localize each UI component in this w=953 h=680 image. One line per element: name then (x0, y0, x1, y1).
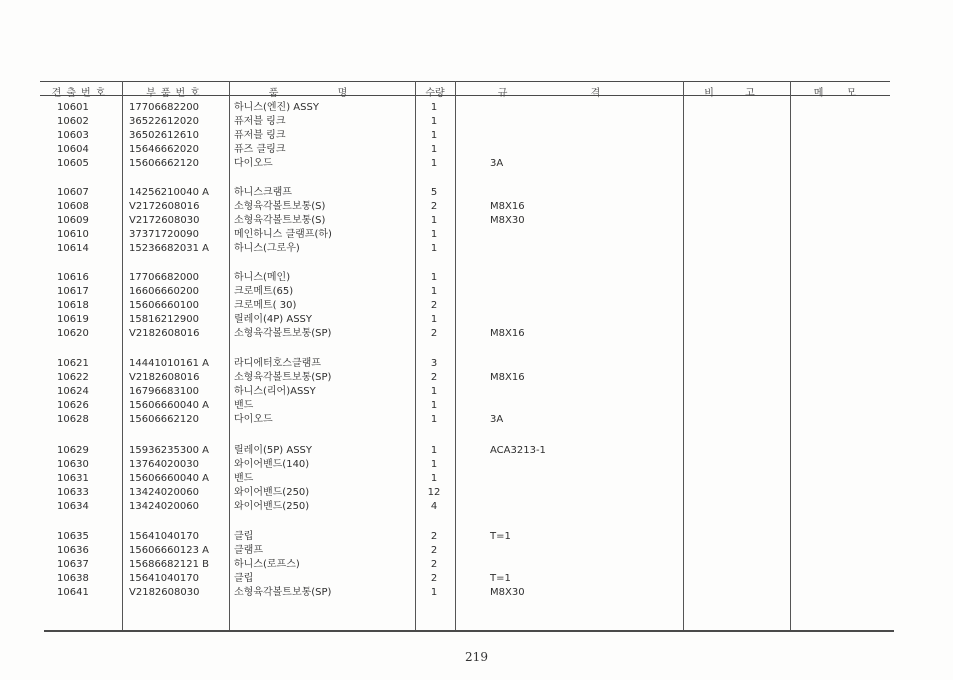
cell-name: 와이어밴드(250) (234, 501, 310, 512)
cell-name: 소형육각볼트보통(S) (234, 201, 326, 212)
cell-part: 13764020030 (129, 459, 199, 470)
cell-name: 와이어밴드(250) (234, 487, 310, 498)
cell-qty: 1 (430, 414, 438, 425)
cell-part: 15606660123 A (129, 545, 210, 556)
cell-qty: 12 (427, 487, 441, 498)
header-name: 품 명 (268, 88, 376, 99)
cell-qty: 2 (430, 328, 438, 339)
cell-name: 소형육각볼트보통(SP) (234, 587, 332, 598)
cell-qty: 1 (430, 459, 438, 470)
cell-no: 10630 (57, 459, 89, 470)
cell-part: 16796683100 (129, 386, 199, 397)
cell-qty: 1 (430, 130, 438, 141)
cell-part: 15606662120 (129, 414, 199, 425)
header-remark: 비 고 (704, 88, 769, 99)
cell-part: 15936235300 A (129, 445, 210, 456)
cell-part: 15606660100 (129, 300, 199, 311)
cell-no: 10601 (57, 102, 89, 113)
cell-no: 10603 (57, 130, 89, 141)
cell-no: 10641 (57, 587, 89, 598)
page-number: 219 (465, 650, 488, 664)
cell-spec: 3A (490, 158, 504, 169)
cell-qty: 1 (430, 272, 438, 283)
cell-no: 10628 (57, 414, 89, 425)
cell-spec: M8X30 (490, 215, 525, 226)
header-part: 부품번호 (146, 88, 205, 99)
cell-part: 15686682121 B (129, 559, 210, 570)
cell-qty: 5 (430, 187, 438, 198)
cell-qty: 2 (430, 573, 438, 584)
cell-name: 밴드 (234, 473, 254, 484)
table-top-rule (40, 81, 890, 82)
cell-qty: 2 (430, 531, 438, 542)
cell-no: 10631 (57, 473, 89, 484)
cell-name: 하니스(그로우) (234, 243, 300, 254)
cell-qty: 1 (430, 116, 438, 127)
cell-no: 10622 (57, 372, 89, 383)
cell-part: 17706682200 (129, 102, 199, 113)
cell-name: 밴드 (234, 400, 254, 411)
cell-qty: 1 (430, 286, 438, 297)
cell-spec: M8X30 (490, 587, 525, 598)
cell-name: 퓨저블 링크 (234, 130, 286, 141)
cell-name: 하니스크램프 (234, 187, 292, 198)
cell-name: 소형육각볼트보통(SP) (234, 328, 332, 339)
cell-no: 10602 (57, 116, 89, 127)
cell-spec: 3A (490, 414, 504, 425)
cell-part: 37371720090 (129, 229, 199, 240)
cell-no: 10605 (57, 158, 89, 169)
cell-spec: ACA3213-1 (490, 445, 546, 456)
cell-part: V2182608016 (129, 372, 200, 383)
cell-part: 15606662120 (129, 158, 199, 169)
cell-part: 15606660040 A (129, 400, 210, 411)
header-qty: 수량 (425, 88, 445, 99)
cell-no: 10609 (57, 215, 89, 226)
cell-no: 10620 (57, 328, 89, 339)
cell-qty: 1 (430, 400, 438, 411)
cell-qty: 2 (430, 300, 438, 311)
cell-qty: 1 (430, 473, 438, 484)
cell-qty: 1 (430, 229, 438, 240)
cell-no: 10619 (57, 314, 89, 325)
cell-name: 하니스(리어)ASSY (234, 386, 316, 397)
cell-no: 10633 (57, 487, 89, 498)
cell-qty: 1 (430, 445, 438, 456)
cell-part: 15236682031 A (129, 243, 210, 254)
cell-part: 15646662020 (129, 144, 199, 155)
divider-spec-remark (683, 81, 684, 630)
cell-part: 13424020060 (129, 487, 199, 498)
cell-name: 크로메트(65) (234, 286, 294, 297)
cell-part: V2172608030 (129, 215, 200, 226)
cell-no: 10618 (57, 300, 89, 311)
cell-qty: 2 (430, 372, 438, 383)
cell-name: 다이오드 (234, 414, 273, 425)
cell-no: 10637 (57, 559, 89, 570)
cell-qty: 1 (430, 386, 438, 397)
cell-part: 15641040170 (129, 531, 199, 542)
cell-qty: 1 (430, 314, 438, 325)
cell-part: 15641040170 (129, 573, 199, 584)
divider-part-name (229, 81, 230, 630)
divider-name-qty (415, 81, 416, 630)
cell-no: 10635 (57, 531, 89, 542)
header-no: 견출번호 (51, 88, 111, 99)
cell-spec: T=1 (490, 573, 511, 584)
cell-part: V2182608016 (129, 328, 200, 339)
cell-part: 16606660200 (129, 286, 199, 297)
cell-name: 크로메트( 30) (234, 300, 297, 311)
cell-qty: 1 (430, 102, 438, 113)
cell-no: 10617 (57, 286, 89, 297)
cell-no: 10621 (57, 358, 89, 369)
cell-spec: T=1 (490, 531, 511, 542)
cell-part: 14441010161 A (129, 358, 210, 369)
cell-qty: 3 (430, 358, 438, 369)
cell-no: 10629 (57, 445, 89, 456)
cell-name: 릴레이(5P) ASSY (234, 445, 312, 456)
cell-qty: 2 (430, 201, 438, 212)
cell-part: 36502612610 (129, 130, 199, 141)
cell-no: 10634 (57, 501, 89, 512)
header-spec: 규 격 (497, 88, 641, 99)
cell-part: 13424020060 (129, 501, 199, 512)
cell-no: 10638 (57, 573, 89, 584)
divider-remark-memo (790, 81, 791, 630)
cell-qty: 4 (430, 501, 438, 512)
cell-name: 퓨저블 링크 (234, 116, 286, 127)
cell-part: V2182608030 (129, 587, 200, 598)
cell-name: 하니스(메인) (234, 272, 291, 283)
header-memo: 메 모 (813, 88, 867, 99)
cell-spec: M8X16 (490, 328, 525, 339)
cell-no: 10610 (57, 229, 89, 240)
cell-name: 릴레이(4P) ASSY (234, 314, 312, 325)
cell-name: 클립 (234, 531, 254, 542)
cell-no: 10604 (57, 144, 89, 155)
cell-qty: 2 (430, 545, 438, 556)
cell-name: 퓨즈 클링크 (234, 144, 286, 155)
cell-part: 14256210040 A (129, 187, 210, 198)
cell-part: 15606660040 A (129, 473, 210, 484)
cell-qty: 1 (430, 158, 438, 169)
cell-no: 10624 (57, 386, 89, 397)
cell-qty: 1 (430, 587, 438, 598)
cell-no: 10607 (57, 187, 89, 198)
table-bottom-rule (44, 630, 894, 632)
cell-part: 15816212900 (129, 314, 199, 325)
cell-no: 10614 (57, 243, 89, 254)
cell-no: 10626 (57, 400, 89, 411)
cell-part: 36522612020 (129, 116, 199, 127)
cell-name: 클립 (234, 573, 254, 584)
cell-name: 하니스(엔진) ASSY (234, 102, 319, 113)
cell-part: 17706682000 (129, 272, 199, 283)
divider-qty-spec (455, 81, 456, 630)
cell-qty: 2 (430, 559, 438, 570)
cell-name: 다이오드 (234, 158, 273, 169)
cell-qty: 1 (430, 243, 438, 254)
cell-part: V2172608016 (129, 201, 200, 212)
cell-name: 라디에터호스클램프 (234, 358, 321, 369)
divider-no-part (122, 81, 123, 630)
cell-no: 10608 (57, 201, 89, 212)
cell-spec: M8X16 (490, 372, 525, 383)
cell-name: 소형육각볼트보통(S) (234, 215, 326, 226)
cell-no: 10616 (57, 272, 89, 283)
cell-name: 클램프 (234, 545, 263, 556)
cell-name: 하니스(로프스) (234, 559, 300, 570)
cell-qty: 1 (430, 215, 438, 226)
cell-name: 와이어밴드(140) (234, 459, 310, 470)
cell-no: 10636 (57, 545, 89, 556)
cell-qty: 1 (430, 144, 438, 155)
cell-name: 소형육각볼트보통(SP) (234, 372, 332, 383)
cell-name: 메인하니스 클램프(하) (234, 229, 332, 240)
cell-spec: M8X16 (490, 201, 525, 212)
